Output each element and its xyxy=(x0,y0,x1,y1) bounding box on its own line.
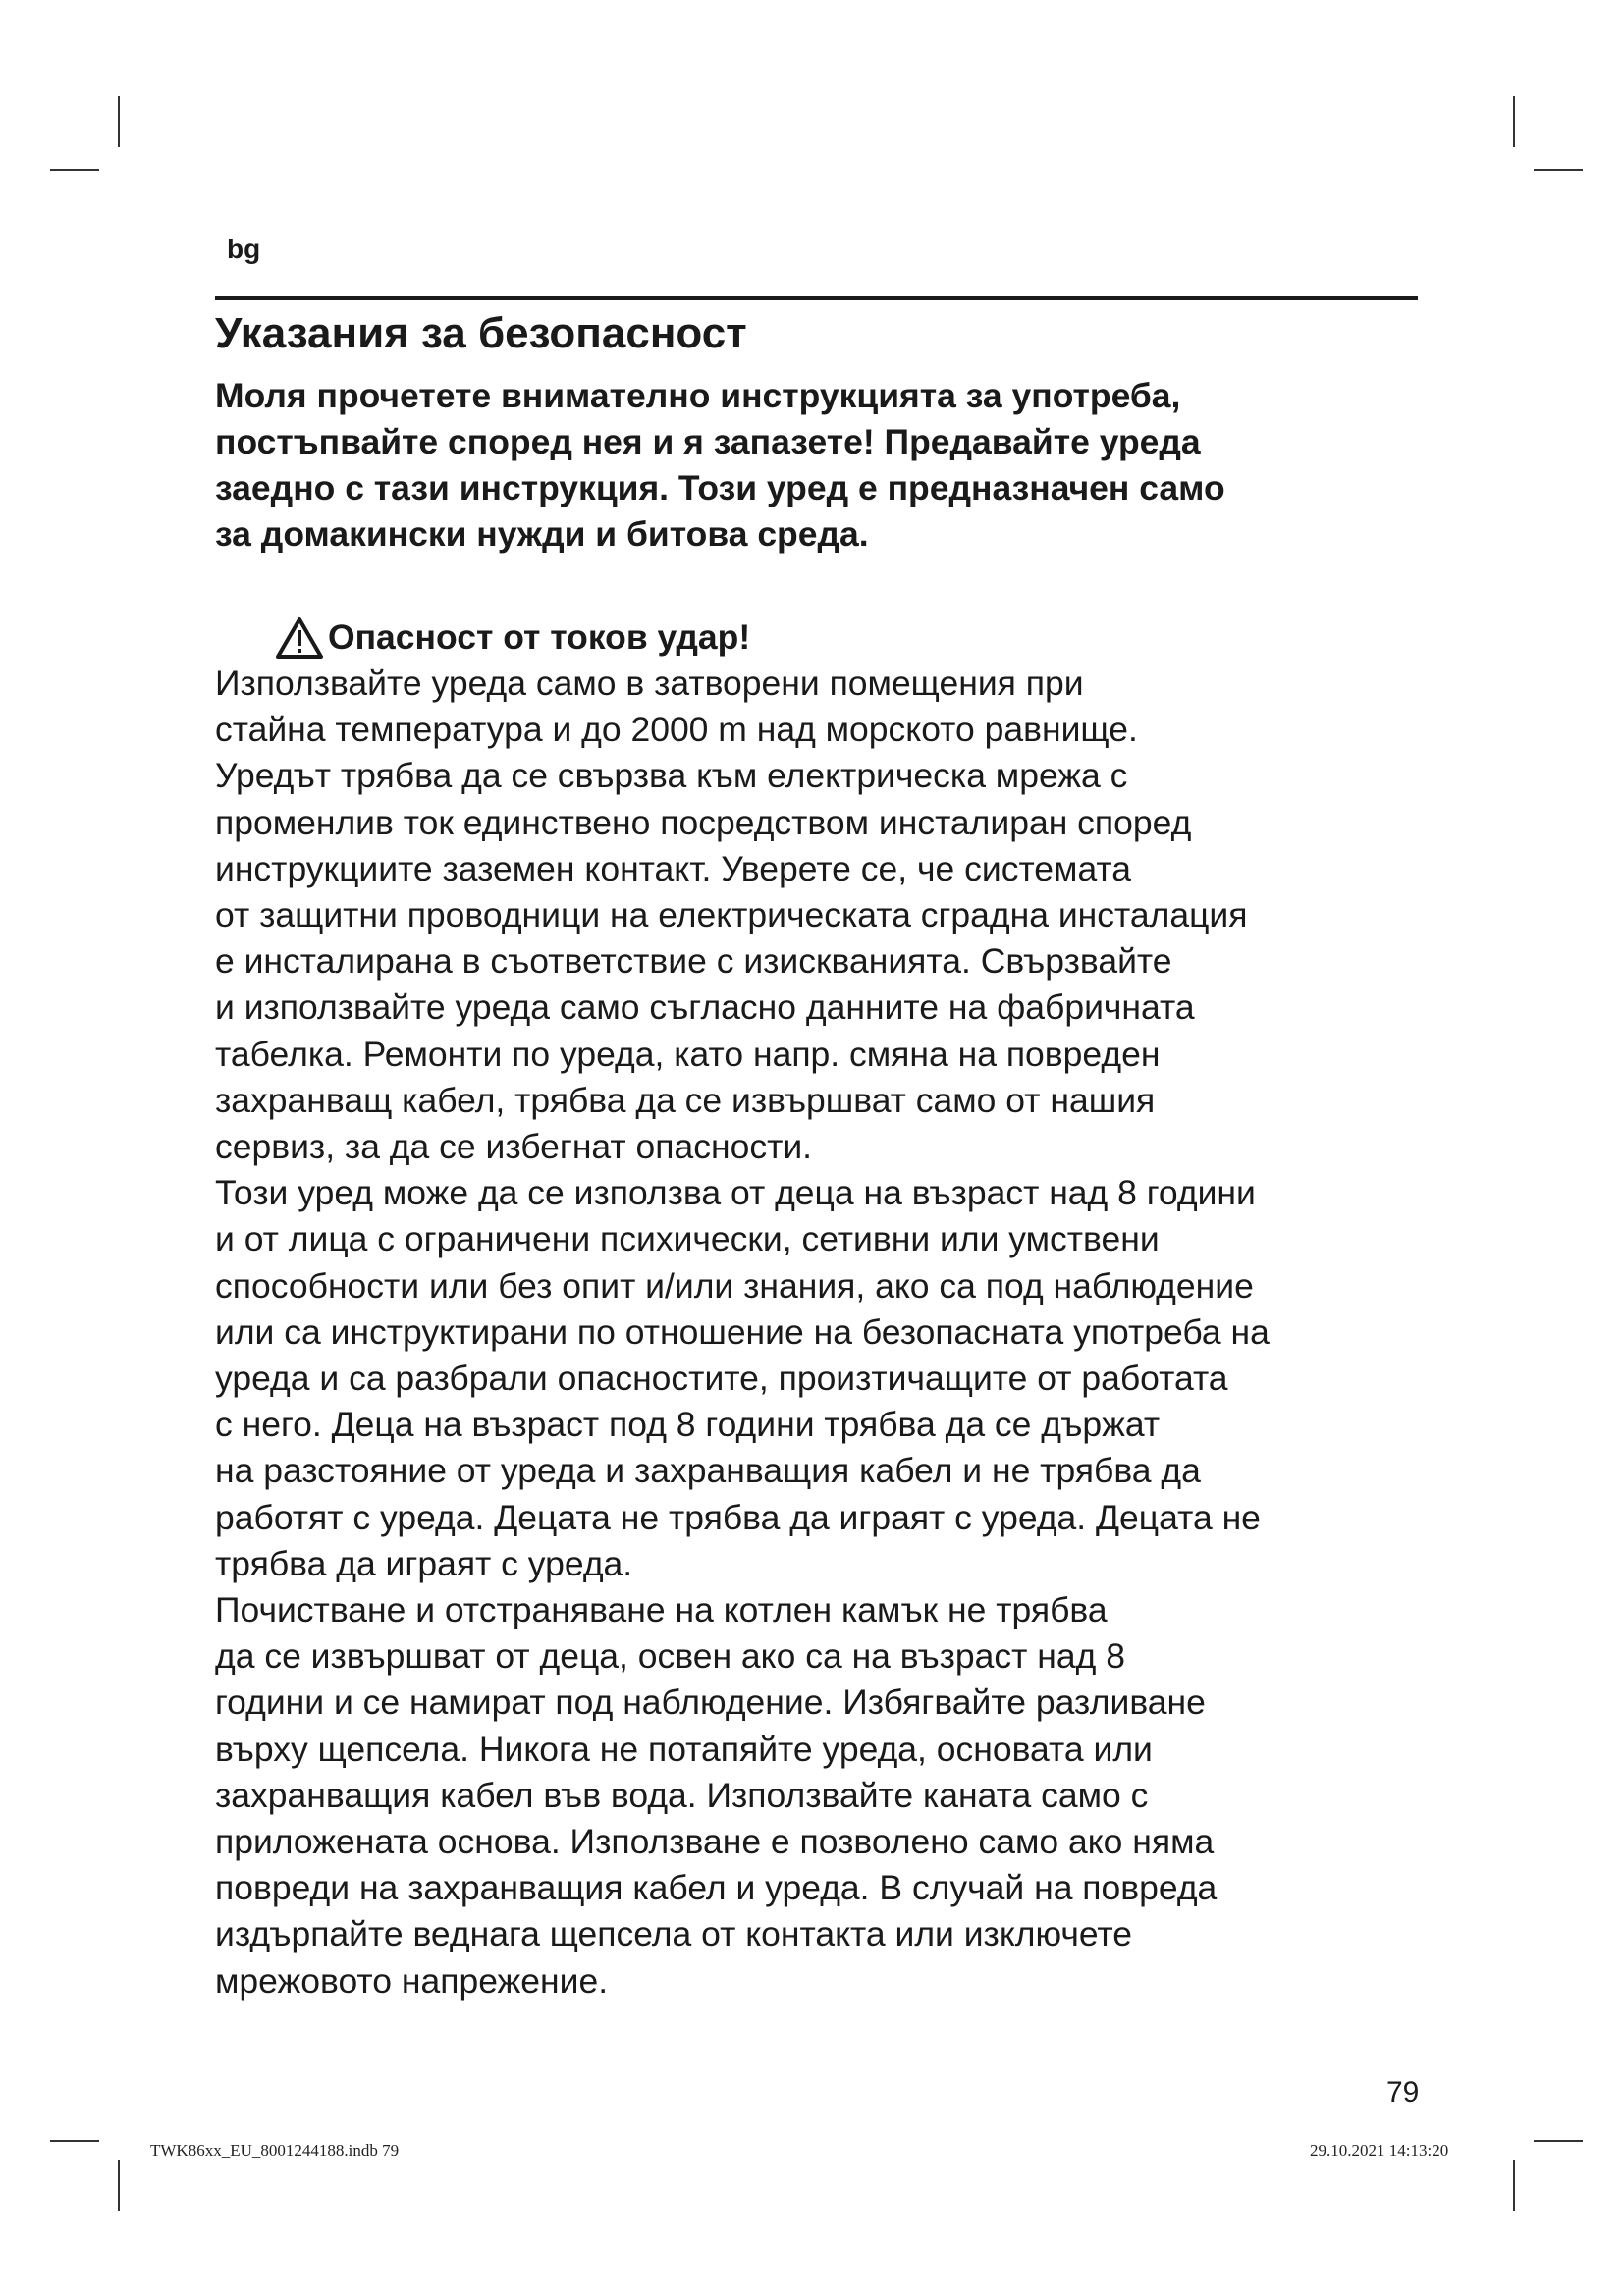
body-line: повреди на захранващия кабел и уреда. В случай на повреда xyxy=(215,1868,1218,1908)
warning-heading xyxy=(275,614,750,661)
safety-body-text xyxy=(215,661,1433,2004)
body-line: трябва да играят с уреда. xyxy=(215,1543,633,1583)
crop-mark xyxy=(1513,2160,1515,2211)
language-code: bg xyxy=(227,234,261,264)
body-line: стайна температура и до 2000 m над морското равнище. xyxy=(215,710,1138,750)
body-line: сервиз, за да се избегнат опасности. xyxy=(215,1127,813,1167)
intro-line: постъпвайте според нея и я запазете! Предавайте уреда xyxy=(215,422,1201,461)
intro-line: заедно с тази инструкция. Този уред е предназначен само xyxy=(215,468,1225,507)
body-line: мрежовото напрежение. xyxy=(215,1960,609,2001)
body-line: уреда и са разбрали опасностите, произтичащите от работата xyxy=(215,1359,1228,1399)
body-line: и от лица с ограничени психически, сетивни или умствени xyxy=(215,1219,1160,1259)
body-line: променлив ток единствено посредством инсталиран според xyxy=(215,802,1192,842)
warning-title: Опасност от токов удар! xyxy=(328,617,751,657)
intro-line: за домакински нужди и битова среда. xyxy=(215,514,869,554)
body-line: да се извършват от деца, освен ако са на възраст над 8 xyxy=(215,1636,1125,1677)
body-line: приложената основа. Използване е позволено само ако няма xyxy=(215,1822,1215,1862)
body-line: Използвайте уреда само в затворени помещения при xyxy=(215,664,1084,703)
body-line: Уредът трябва да се свързва към електрическа мрежа с xyxy=(215,756,1128,796)
crop-mark xyxy=(50,169,99,171)
body-line: от защитни проводници на електрическата сградна инсталация xyxy=(215,895,1248,935)
body-line: с него. Деца на възраст под 8 години трябва да се държат xyxy=(215,1405,1161,1445)
body-line: захранващ кабел, трябва да се извършват само от нашия xyxy=(215,1080,1156,1120)
body-line: инструкциите заземен контакт. Уверете се, че системата xyxy=(215,848,1132,888)
body-line: Този уред може да се използва от деца на възраст над 8 години xyxy=(215,1173,1256,1213)
header-rule xyxy=(215,296,1418,300)
body-line: издърпайте веднага щепсела от контакта или изключете xyxy=(215,1914,1132,1954)
crop-mark xyxy=(1534,169,1583,171)
crop-mark xyxy=(118,2160,120,2211)
body-line: работят с уреда. Децата не трябва да играят с уреда. Децата не xyxy=(215,1497,1261,1537)
crop-mark xyxy=(1513,96,1515,147)
body-line: или са инструктирани по отношение на безопасната употреба на xyxy=(215,1311,1270,1352)
print-timestamp: 29.10.2021 14:13:20 xyxy=(1310,2141,1449,2160)
body-line: е инсталирана в съответствие с изискванията. Свързвайте xyxy=(215,941,1172,982)
crop-mark xyxy=(1534,2140,1583,2142)
intro-paragraph xyxy=(215,373,1433,558)
intro-line: Моля прочетете внимателно инструкцията за употреба, xyxy=(215,376,1181,415)
page-number: 79 xyxy=(1386,2076,1420,2109)
body-line: табелка. Ремонти по уреда, като напр. смяна на повреден xyxy=(215,1034,1161,1074)
warning-triangle-icon xyxy=(275,616,324,660)
section-title: Указания за безопасност xyxy=(215,309,747,357)
body-line: на разстояние от уреда и захранващия кабел и не трябва да xyxy=(215,1451,1201,1491)
body-line: способности или без опит и/или знания, ако са под наблюдение xyxy=(215,1265,1254,1306)
body-line: захранващия кабел във вода. Използвайте каната само с xyxy=(215,1775,1149,1815)
body-line: Почистване и отстраняване на котлен камък не трябва xyxy=(215,1590,1108,1630)
body-line: върху щепсела. Никога не потапяйте уреда, основата или xyxy=(215,1729,1153,1769)
body-line: години и се намират под наблюдение. Избягвайте разливане xyxy=(215,1682,1206,1723)
crop-mark xyxy=(118,96,120,147)
crop-mark xyxy=(50,2140,99,2142)
body-line: и използвайте уреда само съгласно данните на фабричната xyxy=(215,988,1195,1028)
print-file-slug: TWK86xx_EU_8001244188.indb 79 xyxy=(150,2141,400,2160)
